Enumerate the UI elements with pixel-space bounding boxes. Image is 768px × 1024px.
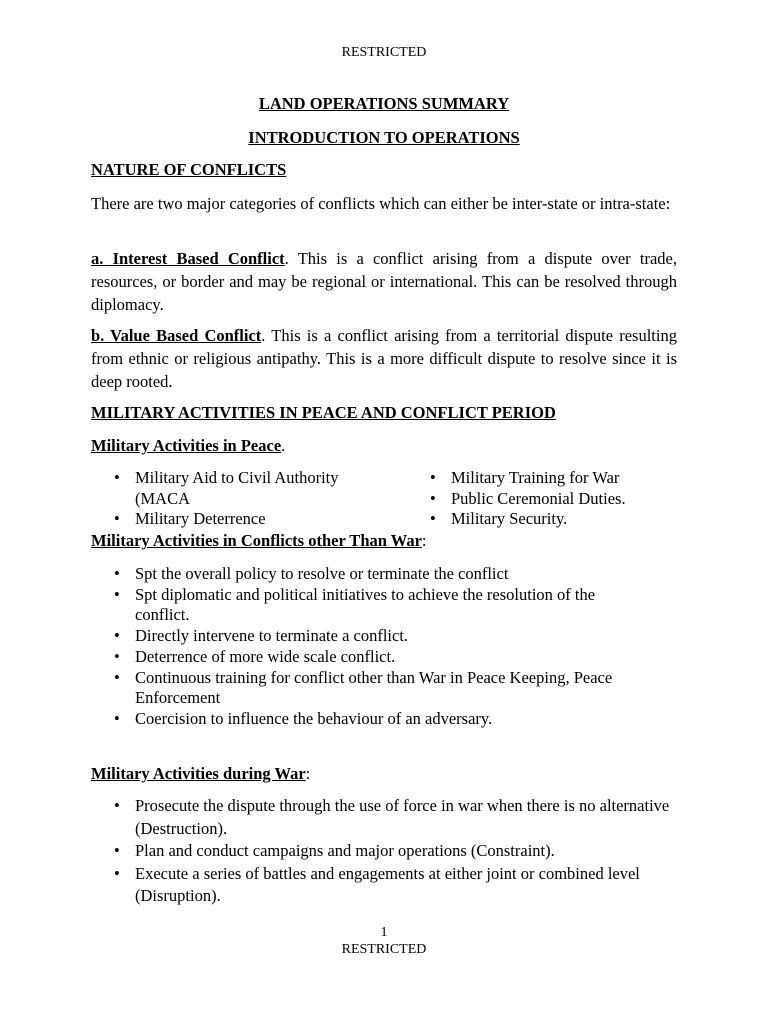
list-item: • Military Deterrence: [91, 509, 391, 530]
list-item: • Military Training for War: [407, 468, 707, 489]
subheading-war: [91, 764, 310, 784]
interest-conflict-label: a. Interest Based Conflict: [91, 249, 285, 268]
page-number: 1: [380, 925, 388, 940]
war-suffix: :: [305, 764, 311, 783]
value-conflict-label: b. Value Based Conflict: [91, 326, 262, 345]
header-marking: RESTRICTED: [341, 45, 427, 60]
war-label: Military Activities during War: [91, 764, 306, 783]
footer-marking: RESTRICTED: [341, 942, 427, 957]
list-item: • Military Aid to Civil Authority (MACA: [91, 468, 391, 509]
peace-list-left: [91, 468, 391, 530]
paragraph-value-conflict: [91, 324, 677, 393]
peace-suffix: .: [281, 436, 286, 455]
peace-list-right: [407, 468, 707, 530]
peace-label: Military Activities in Peace: [91, 436, 282, 455]
section-heading-nature: NATURE OF CONFLICTS: [91, 160, 287, 179]
list-item: • Deterrence of more wide scale conflict.: [91, 647, 651, 668]
list-item: • Directly intervene to terminate a conflict.: [91, 626, 651, 647]
intro-paragraph: There are two major categories of conflicts which can either be inter-state or intra-state:: [91, 194, 671, 213]
list-item: • Military Security.: [407, 509, 707, 530]
list-item: • Prosecute the dispute through the use of force in war when there is no alternative (Destruction).: [91, 795, 691, 840]
ootw-label: Military Activities in Conflicts other Than War: [91, 531, 422, 550]
interest-conflict-text: . This is a conflict arising from a dispute over trade, resources, or border and may be regional or international. This can be resolved through diplomacy.: [91, 249, 677, 314]
war-list: [91, 795, 691, 908]
list-item: • Plan and conduct campaigns and major operations (Constraint).: [91, 840, 691, 863]
list-item: • Spt diplomatic and political initiatives to achieve the resolution of the conflict.: [91, 585, 651, 626]
section-heading-military: MILITARY ACTIVITIES IN PEACE AND CONFLICT PERIOD: [91, 403, 556, 422]
list-item: • Public Ceremonial Duties.: [407, 489, 707, 510]
document-subtitle: INTRODUCTION TO OPERATIONS: [248, 128, 520, 147]
subheading-ootw: [91, 531, 427, 551]
list-item: • Execute a series of battles and engagements at either joint or combined level (Disruption).: [91, 863, 691, 908]
subheading-peace: [91, 436, 285, 456]
document-title: LAND OPERATIONS SUMMARY: [258, 94, 510, 113]
list-item: • Continuous training for conflict other than War in Peace Keeping, Peace Enforcement: [91, 668, 651, 709]
ootw-list: [91, 564, 651, 730]
ootw-suffix: :: [421, 531, 427, 550]
paragraph-interest-conflict: [91, 247, 677, 316]
list-item: • Spt the overall policy to resolve or terminate the conflict: [91, 564, 651, 585]
value-conflict-text: . This is a conflict arising from a territorial dispute resulting from ethnic or religious antipathy. This is a more difficult dispute to resolve since it is deep rooted.: [91, 326, 677, 391]
list-item: • Coercision to influence the behaviour of an adversary.: [91, 709, 651, 730]
